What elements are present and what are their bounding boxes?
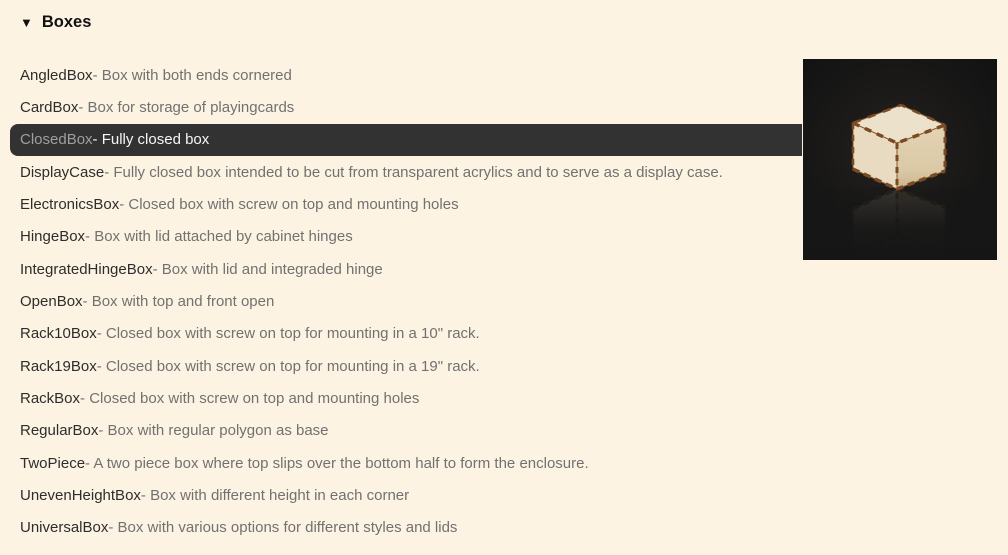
list-item-UnevenHeightBox[interactable] xyxy=(10,479,802,511)
generator-description: - Fully closed box intended to be cut from transparent acrylics and to serve as a display case. xyxy=(104,163,723,181)
list-item-ElectronicsBox[interactable] xyxy=(10,188,802,220)
list-item-IntegratedHingeBox[interactable] xyxy=(10,253,802,285)
generator-name: RegularBox xyxy=(20,422,99,440)
list-item-CardBox[interactable] xyxy=(10,91,802,123)
list-item-UniversalBox[interactable] xyxy=(10,512,802,544)
list-item-AngledBox[interactable] xyxy=(10,59,802,91)
generator-description: - Fully closed box xyxy=(92,131,210,149)
generator-name: CardBox xyxy=(20,99,79,117)
preview-image xyxy=(803,59,997,260)
collapse-triangle-icon: ▼ xyxy=(20,15,33,30)
generator-name: ClosedBox xyxy=(20,131,93,149)
list-item-OpenBox[interactable] xyxy=(10,285,802,317)
generator-description: - Box with various options for different styles and lids xyxy=(108,519,458,537)
generator-description: - Box with lid attached by cabinet hinges xyxy=(85,228,353,246)
generator-name: IntegratedHingeBox xyxy=(20,260,153,278)
section-header-boxes[interactable] xyxy=(20,13,91,32)
generator-description: - Closed box with screw on top and mounting holes xyxy=(119,196,459,214)
list-item-RackBox[interactable] xyxy=(10,382,802,414)
list-item-Rack19Box[interactable] xyxy=(10,350,802,382)
generator-name: UniversalBox xyxy=(20,519,109,537)
generator-description: - Box with top and front open xyxy=(82,293,275,311)
generator-name: AngledBox xyxy=(20,66,93,84)
generator-description: - Closed box with screw on top for mounting in a 10" rack. xyxy=(96,325,480,343)
generator-description: - Box for storage of playingcards xyxy=(78,99,295,117)
generator-description: - Box with different height in each corner xyxy=(140,487,410,505)
section-title: Boxes xyxy=(41,13,92,31)
generator-name: UnevenHeightBox xyxy=(20,487,141,505)
generator-name: RackBox xyxy=(20,390,81,408)
list-item-ClosedBox[interactable] xyxy=(10,124,802,156)
generator-name: OpenBox xyxy=(20,293,83,311)
list-item-TwoPiece[interactable] xyxy=(10,447,802,479)
generator-description: - Box with lid and integraded hinge xyxy=(152,260,383,278)
generator-name: DisplayCase xyxy=(20,163,105,181)
generator-description: - A two piece box where top slips over the bottom half to form the enclosure. xyxy=(85,454,589,472)
generator-description: - Closed box with screw on top and mounting holes xyxy=(80,390,420,408)
list-item-HingeBox[interactable] xyxy=(10,221,802,253)
generator-name: Rack10Box xyxy=(20,325,97,343)
generator-description: - Closed box with screw on top for mounting in a 19" rack. xyxy=(96,357,480,375)
generator-name: HingeBox xyxy=(20,228,86,246)
generator-name: ElectronicsBox xyxy=(20,196,120,214)
generator-description: - Box with both ends cornered xyxy=(92,66,292,84)
generator-name: TwoPiece xyxy=(20,454,86,472)
list-item-DisplayCase[interactable] xyxy=(10,156,802,188)
generator-name: Rack19Box xyxy=(20,357,97,375)
generator-description: - Box with regular polygon as base xyxy=(98,422,329,440)
list-item-Rack10Box[interactable] xyxy=(10,318,802,350)
list-item-RegularBox[interactable] xyxy=(10,415,802,447)
